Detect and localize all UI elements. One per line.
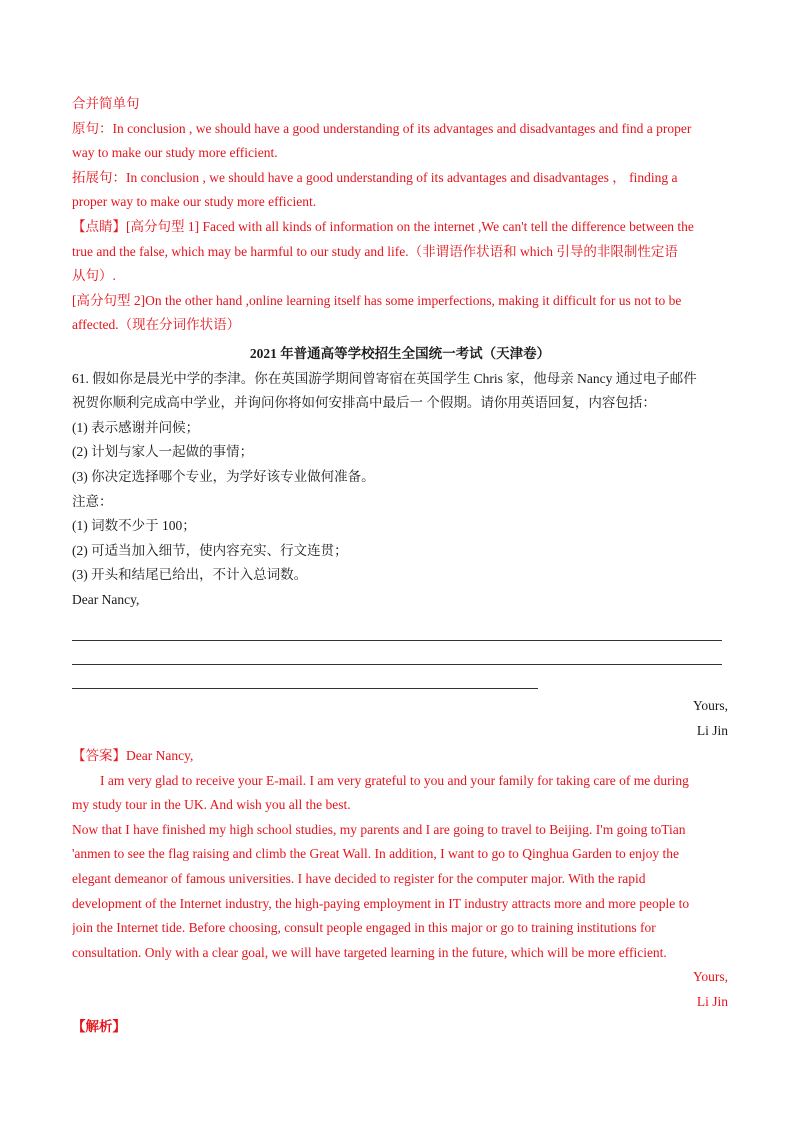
answer-paragraph-line: elegant demeanor of famous universities. I have decided to register for the computer major. With the rapid: [72, 870, 646, 886]
pattern-line: [高分句型 2]On the other hand ,online learning itself has some imperfections, making it difficult for us not to be: [72, 292, 682, 308]
exam-closing: [72, 694, 728, 743]
note-item: (1) 词数不少于 100；: [72, 518, 196, 534]
note-label: 注意：: [72, 493, 113, 509]
note-item: (3) 开头和结尾已给出，不计入总词数。: [72, 567, 308, 583]
answer-signature: Li Jin: [696, 993, 728, 1009]
answer-paragraph-line: join the Internet tide. Before choosing, consult people engaged in this major or go to training institutions for: [72, 920, 656, 936]
tip-line: true and the false, which may be harmful to our study and life.（非谓语作状语和 which 引导的非限制性定语: [72, 243, 678, 259]
answer-paragraph-line: my study tour in the UK. And wish you all the best.: [72, 797, 351, 813]
requirement-item: (2) 计划与家人一起做的事情；: [72, 444, 254, 460]
analysis-label: 【解析】: [72, 1018, 126, 1034]
section-heading: 合并简单句: [72, 96, 140, 111]
requirement-item: (3) 你决定选择哪个专业，为学好该专业做何准备。: [72, 468, 375, 484]
answer-closing: Yours,: [692, 969, 728, 985]
tip-line: 从句）.: [72, 268, 116, 284]
answer-paragraph-line: I am very glad to receive your E-mail. I am very grateful to you and your family for taking care of me during: [100, 772, 689, 788]
answer-section: [72, 744, 728, 1039]
salutation: Dear Nancy,: [72, 591, 140, 607]
question-line: 祝贺你顺利完成高中学业，并询问你将如何安排高中最后一 个假期。请你用英语回复，内容包括：: [72, 395, 656, 411]
writing-line: [72, 688, 538, 689]
exam-title: 2021 年普通高等学校招生全国统一考试（天津卷）: [249, 346, 551, 361]
writing-line: [72, 664, 722, 665]
note-item: (2) 可适当加入细节，使内容充实、行文连贯；: [72, 542, 348, 558]
question-line: 61. 假如你是晨光中学的李津。你在英国游学期间曾寄宿在英国学生 Chris 家，他母亲 Nancy 通过电子邮件: [72, 370, 697, 386]
exam-section: [72, 342, 728, 613]
answer-paragraph-line: 'anmen to see the flag raising and climb the Great Wall. In addition, I want to go to Qinghua Garden to enjoy the: [72, 846, 679, 862]
answer-paragraph-line: Now that I have finished my high school studies, my parents and I are going to travel to Beijing. I'm going toTian: [72, 821, 686, 837]
answer-paragraph-line: consultation. Only with a clear goal, we will have targeted learning in the future, which will be more efficient.: [72, 944, 667, 960]
extended-sentence-line: proper way to make our study more efficient.: [72, 194, 317, 210]
signature: Li Jin: [696, 722, 728, 738]
tip-line: 【点睛】[高分句型 1] Faced with all kinds of information on the internet ,We can't tell the difference between the: [72, 218, 694, 234]
answer-paragraph-line: development of the Internet industry, the high-paying employment in IT industry attracts more and more people to: [72, 895, 690, 911]
original-sentence-line: 原句：In conclusion , we should have a good understanding of its advantages and disadvantages and find a proper: [72, 120, 692, 136]
answer-label: 【答案】Dear Nancy,: [72, 748, 194, 763]
extended-sentence-line: 拓展句：In conclusion , we should have a good understanding of its advantages and disadvantages ， finding a: [72, 169, 678, 185]
original-sentence-line: way to make our study more efficient.: [72, 145, 278, 161]
pattern-line: affected.（现在分词作状语）: [72, 317, 241, 333]
requirement-item: (1) 表示感谢并问候；: [72, 419, 200, 435]
writing-line: [72, 640, 722, 641]
writing-tips-section: [72, 92, 728, 338]
closing: Yours,: [692, 698, 728, 713]
